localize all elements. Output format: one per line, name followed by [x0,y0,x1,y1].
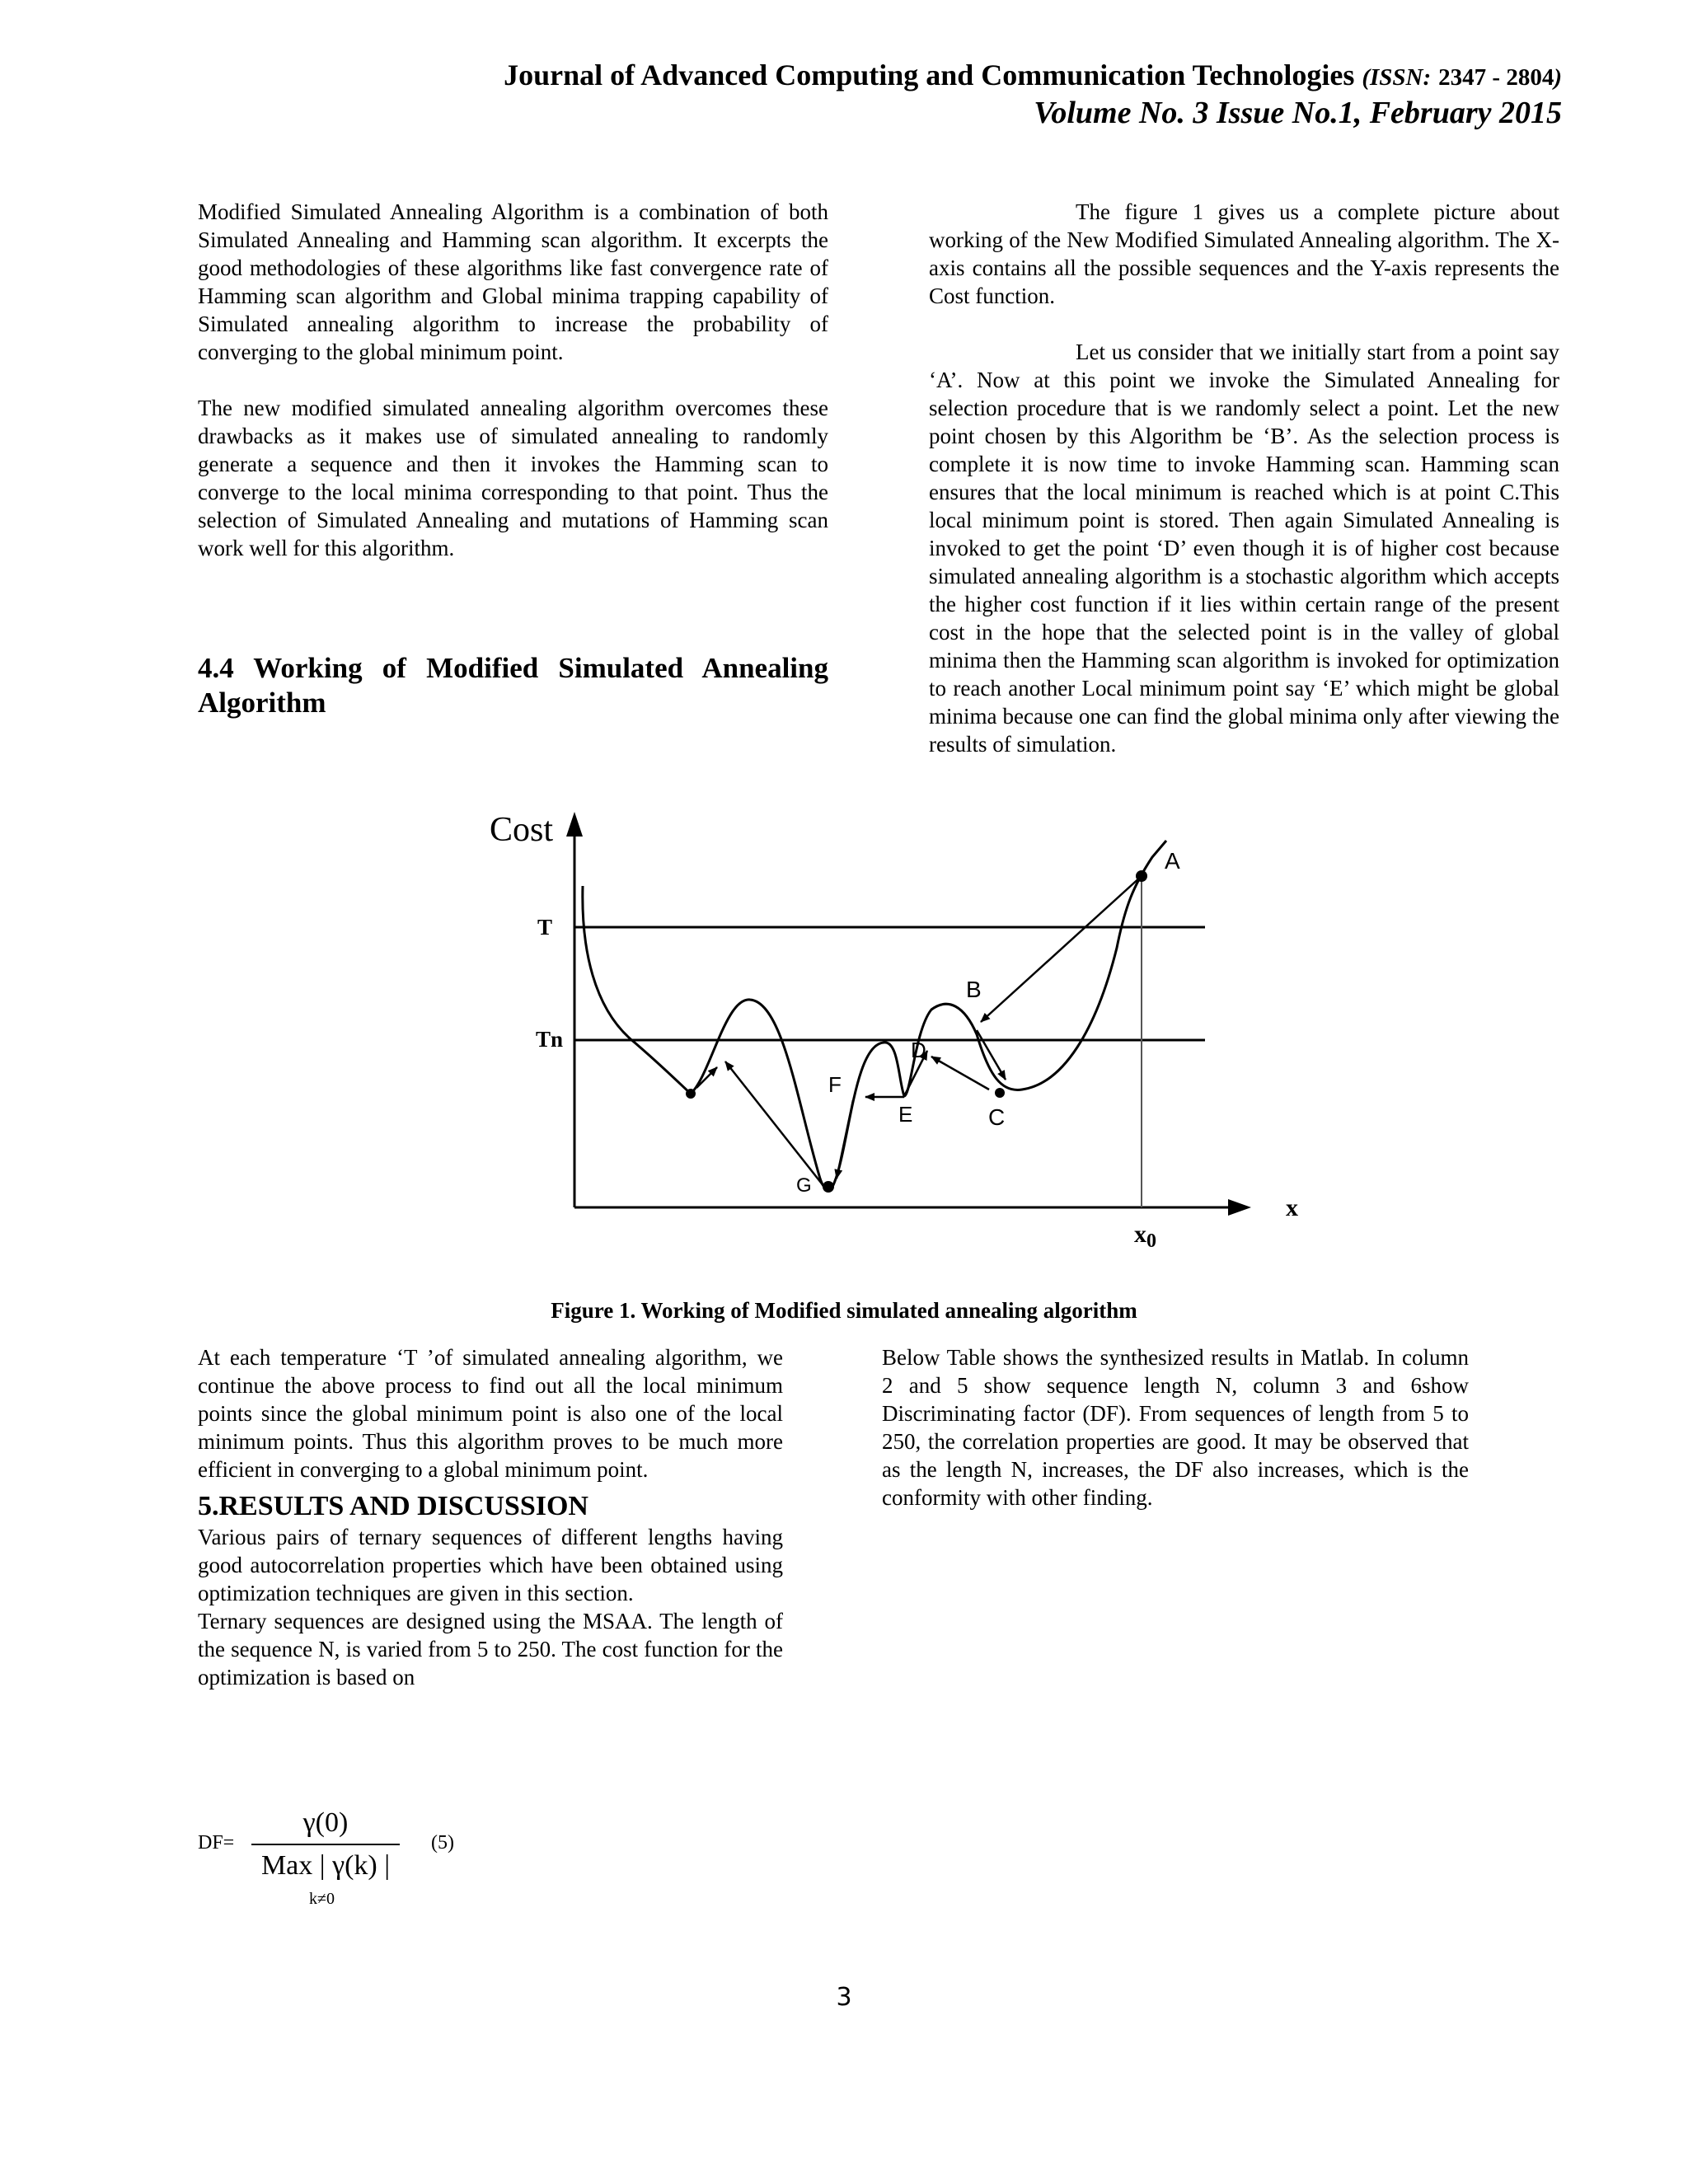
left-local-minimum-point [686,1089,696,1099]
paragraph-ternary-design: Ternary sequences are designed using the MSAA. The length of the sequence N, is varied from 5 to 250. The cost function for the optimization is based on [198,1609,783,1690]
equation-denominator: Max | γ(k) | [260,1850,391,1881]
arrow-local-to-peak [696,1067,717,1088]
paragraph-ternary-pairs: Various pairs of ternary sequences of different lengths having good autocorrelation properties which have been obtained using optimization techniques are given in this section. [198,1525,783,1605]
x0-subscript: 0 [1146,1230,1156,1252]
fraction-bar [251,1844,400,1845]
point-D-label: D [911,1038,926,1062]
point-B-label: B [966,977,982,1002]
equation-subscript: k≠0 [309,1890,335,1908]
arrow-G-to-local [725,1062,824,1187]
y-axis-label: Cost [490,811,554,849]
arrow-F-to-G [837,1100,853,1179]
paragraph-results-table: Below Table shows the synthesized results in Matlab. In column 2 and 5 show sequence length N, column 3 and 6show Discriminating factor (DF). From sequences of length from 5 to 250, the correlation properties are good. It may be observed that as the length N, increases, the DF also increases, which is the conformity with other finding. [882,1345,1469,1510]
issn-label: (ISSN: [1362,64,1432,91]
point-E-label: E [898,1102,913,1127]
issn-number: 2347 - 2804 [1438,64,1554,91]
paragraph-figure-intro: The figure 1 gives us a complete picture about working of the New Modified Simulated Annealing algorithm. The X-axis contains all the possible sequences and the Y-axis represents the Cost function. [929,199,1559,308]
point-F-label: F [828,1072,842,1097]
volume-issue: Volume No. 3 Issue No.1, February 2015 [1034,96,1562,130]
point-G-marker [823,1181,834,1193]
y-axis-arrow-icon [566,812,583,837]
equation-number: (5) [431,1832,454,1854]
point-C-marker [995,1088,1005,1098]
journal-name: Journal of Advanced Computing and Communication Technologies [504,59,1355,91]
paragraph-msaa-drawbacks: The new modified simulated annealing algorithm overcomes these drawbacks as it makes use of simulated annealing to randomly generate a sequence and then it invokes the Hamming scan to converge to the local minima corresponding to that point. Thus the selection of Simulated Annealing and mutations of Hamming scan work well for this algorithm. [198,396,828,560]
figure-caption: Figure 1. Working of Modified simulated annealing algorithm [551,1298,1137,1323]
x-axis-label: x [1286,1194,1298,1221]
arrow-C-to-D [931,1057,989,1090]
equation-5 [198,1807,528,1908]
issn-close: ) [1554,64,1562,91]
level-T-label: T [537,915,553,940]
section-heading-5: 5.RESULTS AND DISCUSSION [198,1491,588,1521]
point-A-label: A [1165,848,1180,874]
section-heading-4-4: 4.4 Working of Modified Simulated Annealing Algorithm [198,652,828,719]
level-Tn-label: Tn [536,1027,564,1052]
bottom-left-column [198,1343,783,1691]
paragraph-working: Let us consider that we initially start from a point say ‘A’. Now at this point we invoke the Simulated Annealing for selection procedure that is we randomly select a point. Let the new point chosen by this Algorithm be ‘B’. As the selection process is complete it is now time to invoke Hamming scan. Hamming scan ensures that the local minimum is reached which is at point C.This local minimum point is stored. Then again Simulated Annealing is invoked to get the point ‘D’ even though it is of higher cost because simulated annealing algorithm is a stochastic algorithm which accepts the higher cost function if it lies within certain range of the present cost in the hope that the selected point is in the valley of global minima then the Hamming scan algorithm is invoked for optimization to reach another Local minimum point say ‘E’ which might be global minima because one can find the global minima only after viewing the results of simulation. [929,340,1559,757]
cost-curve [583,841,1166,1189]
x0-main: x [1134,1221,1146,1248]
paragraph-msaa-intro: Modified Simulated Annealing Algorithm is a combination of both Simulated Annealing and Hamming scan algorithm. It excerpts the good methodologies of these algorithms like fast convergence rate of Hamming scan algorithm and Global minima trapping capability of Simulated annealing algorithm to increase the probability of converging to the global minimum point. [198,199,828,364]
bottom-right-column [882,1343,1469,1511]
equation-lhs: DF= [198,1832,235,1854]
point-G-label: G [796,1174,812,1197]
x0-label [1134,1221,1156,1252]
equation-numerator: γ(0) [302,1807,349,1838]
point-C-label: C [988,1104,1006,1130]
x-axis-arrow-icon [1228,1199,1251,1216]
page-number: 3 [836,1983,852,2012]
paragraph-temperature: At each temperature ‘T ’of simulated annealing algorithm, we continue the above process to find out all the local minimum points since the global minimum point is also one of the local minimum points. Thus this algorithm proves to be much more efficient in converging to a global minimum point. [198,1345,783,1482]
